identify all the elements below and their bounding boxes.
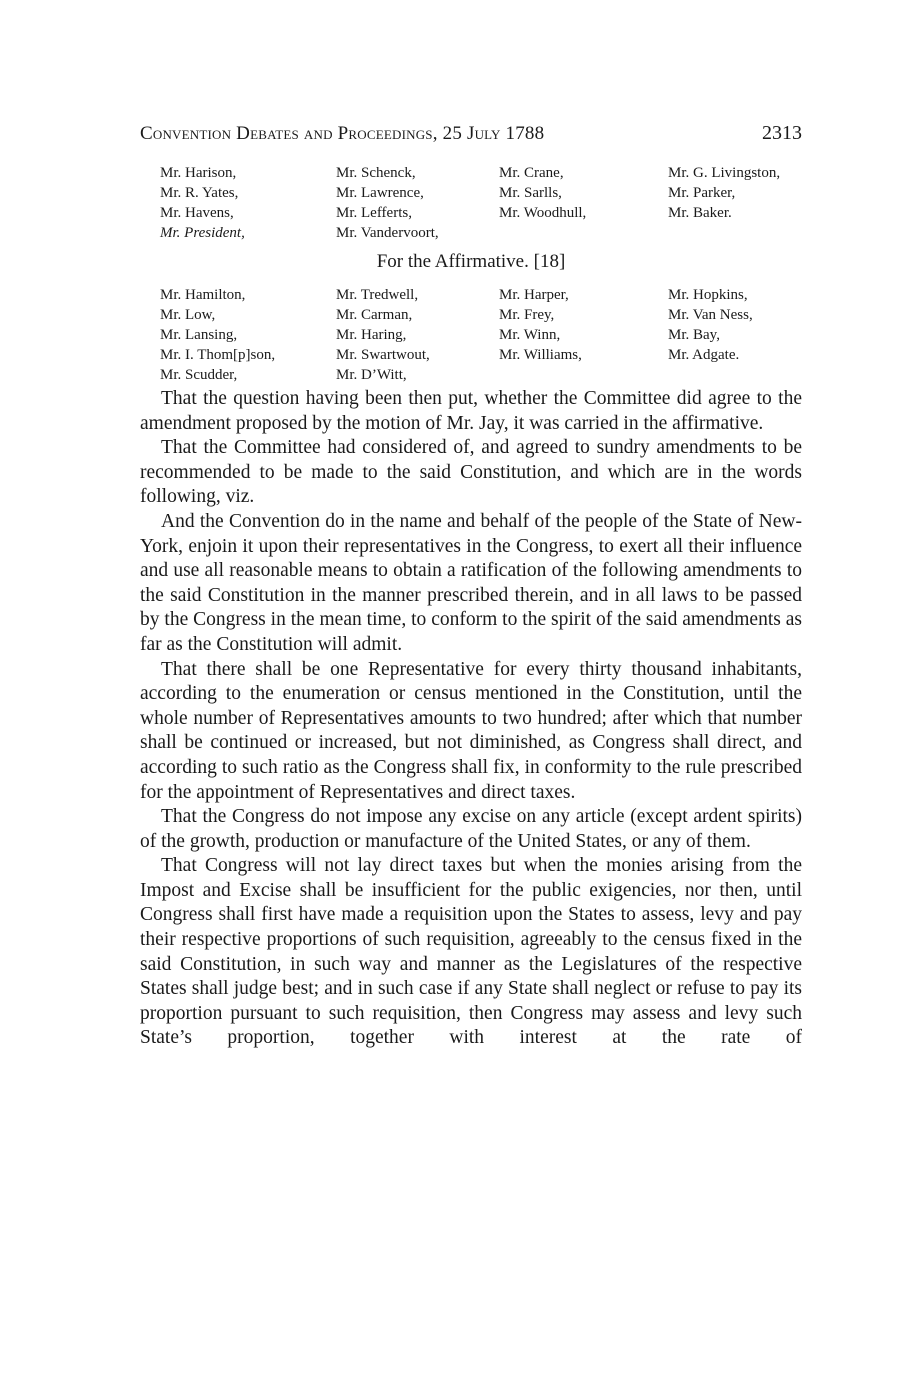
paragraph: That the question having been then put, whether the Committee did agree to the amendment proposed by the motion of Mr. Jay, it was carried in the affirmative. (140, 388, 802, 434)
name-entry: Mr. Hopkins, (668, 287, 748, 303)
name-entry: Mr. G. Livingston, (668, 165, 781, 181)
name-entry: Mr. Lansing, (160, 327, 238, 343)
name-entry: Mr. Bay, (668, 327, 720, 343)
name-entry: Mr. Lefferts, (336, 205, 412, 221)
affirmative-heading: For the Affirmative. [18] (376, 251, 566, 272)
running-head (140, 120, 802, 147)
paragraph: That the Congress do not impose any excise on any article (except ardent spirits) of the growth, production or manufacture of the United States, or any of them. (140, 806, 802, 852)
paragraph-continued: That Congress will not lay direct taxes but when the monies arising from the Impost and Excise shall be insufficient for the public exigencies, nor then, until Congress shall first have made a requisition upon the States to assess, levy and pay their respective proportions of such requisition, agreeably to the census fixed in the said Constitution, in such way and manner as the Legislatures of the respective States shall judge best; and in such case if any State shall neglect or refuse to pay its proportion pursuant to such requisition, then Congress may assess and levy such State’s proportion, together with interest at the rate of (140, 855, 802, 1049)
name-entry: Mr. Havens, (160, 205, 234, 221)
name-entry: Mr. Harper, (499, 287, 569, 303)
page-number: 2313 (762, 122, 802, 144)
name-entry: Mr. Scudder, (160, 367, 238, 383)
name-entry: Mr. Vandervoort, (336, 225, 439, 241)
names-list-affirmative (140, 285, 802, 385)
name-entry: Mr. Harison, (160, 165, 237, 181)
body-text (140, 387, 802, 1051)
name-entry-president: Mr. President, (160, 225, 245, 241)
name-entry: Mr. Sarlls, (499, 185, 562, 201)
name-entry-empty (499, 365, 668, 385)
name-entry: Mr. Baker. (668, 205, 732, 221)
document-page (140, 120, 802, 1051)
name-entry: Mr. Woodhull, (499, 205, 587, 221)
name-entry: Mr. Lawrence, (336, 185, 424, 201)
name-entry-empty (668, 365, 822, 385)
name-entry: Mr. Parker, (668, 185, 736, 201)
name-entry: Mr. Swartwout, (336, 347, 430, 363)
name-entry: Mr. R. Yates, (160, 185, 239, 201)
name-entry: Mr. Tredwell, (336, 287, 419, 303)
name-entry: Mr. I. Thom[p]son, (160, 347, 276, 363)
name-entry: Mr. Adgate. (668, 347, 740, 363)
name-entry: Mr. Low, (160, 307, 216, 323)
name-entry: Mr. Crane, (499, 165, 564, 181)
name-entry: Mr. Haring, (336, 327, 407, 343)
name-entry: Mr. Williams, (499, 347, 582, 363)
name-entry: Mr. Frey, (499, 307, 555, 323)
name-entry-empty (499, 223, 668, 243)
paragraph: That the Committee had considered of, and agreed to sundry amendments to be recommended to be made to the said Constitution, and which are in the words following, viz. (140, 437, 802, 508)
name-entry: Mr. Hamilton, (160, 287, 246, 303)
name-entry: Mr. D’Witt, (336, 367, 407, 383)
name-entry: Mr. Carman, (336, 307, 413, 323)
name-entry: Mr. Schenck, (336, 165, 416, 181)
paragraph: And the Convention do in the name and behalf of the people of the State of New-York, enjoin it upon their representatives in the Congress, to exert all their influence and use all reasonable means to obtain a ratification of the following amendments to the said Constitution in the manner prescribed therein, and in all laws to be passed by the Congress in the mean time, to conform to the spirit of the said amendments as far as the Constitution will admit. (140, 510, 802, 655)
names-list-top (140, 163, 802, 243)
name-entry: Mr. Van Ness, (668, 307, 753, 323)
name-entry: Mr. Winn, (499, 327, 561, 343)
running-head-title: Convention Debates and Proceedings, 25 July 1788 (140, 123, 545, 144)
name-entry-empty (668, 223, 822, 243)
paragraph: That there shall be one Representative for every thirty thousand inhabitants, according to the enumeration or census mentioned in the Constitution, until the whole number of Representatives amounts to two hundred; after which that number shall be continued or increased, but not diminished, as Congress shall direct, and according to such ratio as the Congress shall fix, in conformity to the rule prescribed for the appointment of Representatives and direct taxes. (140, 658, 802, 803)
